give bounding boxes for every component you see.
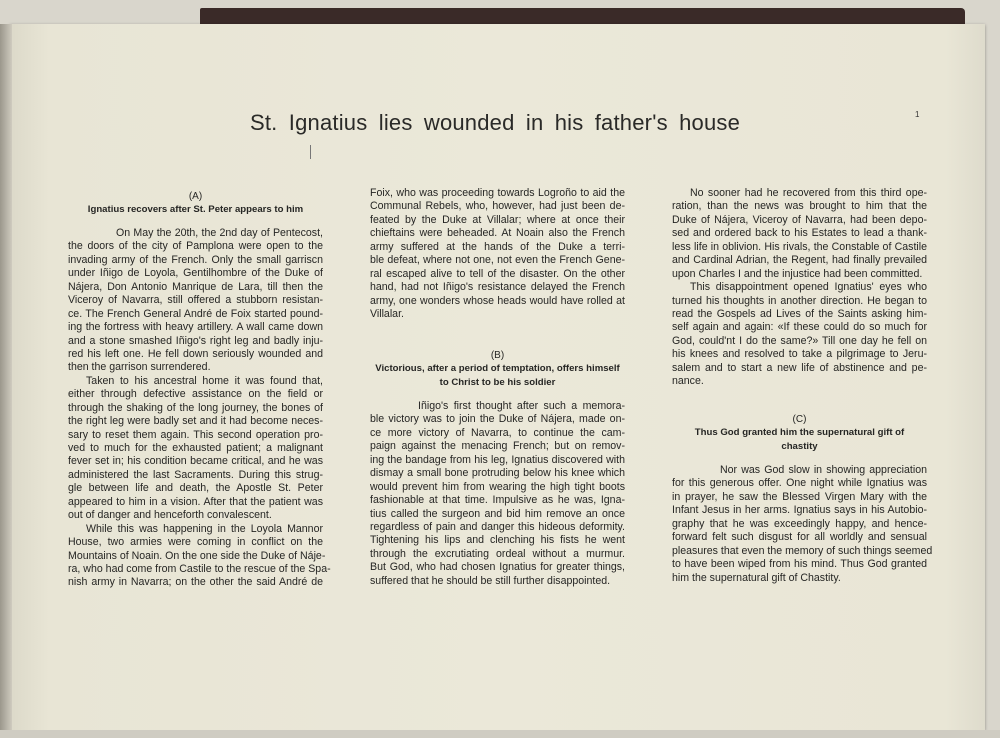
text-line: ved to much for the exhausted patient; a malignant xyxy=(68,442,323,454)
text-line: ce. The French General André de Foix started pound- xyxy=(68,307,323,320)
text-line: ble defeat, where not one, not even the French Gene- xyxy=(370,254,625,267)
text-line: him the supernatural gift of Chastity. xyxy=(672,571,841,584)
section-heading xyxy=(68,190,323,217)
text-line: turned his thoughts in another direction. He began to xyxy=(672,294,927,307)
text-line: pleasures that even the memory of such things seemed xyxy=(672,544,933,557)
text-line: and a stone smashed Iñigo's right leg and badly inju- xyxy=(68,334,323,347)
text-line: Iñigo's first thought after such a memora- xyxy=(418,400,625,412)
text-line: But God, who had chosen Ignatius for greater things, xyxy=(370,561,625,574)
section-title-line: Ignatius recovers after St. Peter appears to him xyxy=(87,204,304,215)
column-b-section xyxy=(370,349,625,588)
text-line: ra, who had come from Castile to the rescue of the Spa- xyxy=(68,562,331,575)
text-line: ce more victory of Navarra, to continue the cam- xyxy=(370,426,625,439)
text-line: for this generous offer. One night while Ignatius was xyxy=(672,477,927,490)
text-line: ble victory was to join the Duke of Nájera, made on- xyxy=(370,413,625,426)
text-line: sary to reset them again. This second operation pro- xyxy=(68,428,323,441)
text-line: to have been wiped from his mind. Thus God granted xyxy=(672,558,927,571)
text-line: fashionable at that time. Impulsive as he was, Igna- xyxy=(370,494,625,507)
text-line: paign against the menacing French; but on remov- xyxy=(370,440,625,453)
section-title-line: to Christ to be his soldier xyxy=(439,377,556,388)
section-heading xyxy=(370,349,625,390)
text-line: forward felt such disgust for all worldly and sensual xyxy=(672,531,927,544)
table-surface xyxy=(0,730,1000,738)
text-line: in prayer, he saw the Blessed Virgen Mary with the xyxy=(672,490,927,503)
paragraph xyxy=(672,187,927,281)
text-line: fever set in; his condition became critical, and he was xyxy=(68,455,323,468)
text-line: gle between life and death, the Apostle St. Peter xyxy=(68,482,323,495)
text-line: Communal Rebels, who, however, had just been de- xyxy=(370,200,625,213)
text-line: red his left one. He fell down seriously wounded and xyxy=(68,347,323,360)
text-line: nance. xyxy=(672,375,704,388)
paragraph xyxy=(68,375,323,523)
text-line: hand, had not Iñigo's resistance delayed the French xyxy=(370,281,625,294)
text-line: feated by the Duke at Villalar; where at once their xyxy=(370,213,625,226)
text-line: out of danger and henceforth convalescent. xyxy=(68,509,272,522)
text-line: less life in oblivion. His rivals, the Constable of Castile xyxy=(672,240,927,253)
text-line: House, two armies were coming in conflict on the xyxy=(68,536,323,549)
text-line: his knees and resolved to take a pilgrimage to Jeru- xyxy=(672,348,927,361)
text-line: the doors of the city of Pamplona were open to the xyxy=(68,240,323,253)
paragraph xyxy=(68,227,323,375)
section-label: (C) xyxy=(792,414,807,425)
text-line: Villalar. xyxy=(370,307,404,320)
paragraph xyxy=(370,187,625,321)
text-line: self again and again: «If these could do so much for xyxy=(672,321,927,334)
text-line: regardless of pain and danger this hideous deformity. xyxy=(370,520,625,533)
text-line: Duke of Nájera, Viceroy of Navarra, had been depo- xyxy=(672,213,927,226)
page-number: 1 xyxy=(915,110,920,119)
text-line: read the Gospels ad Lives of the Saints asking him- xyxy=(672,307,927,320)
text-line: and Cardinal Adrian, the Regent, had finally prevailed xyxy=(672,254,927,267)
column-c-section xyxy=(672,413,933,585)
text-line: No sooner had he recovered from this third ope- xyxy=(690,187,927,199)
text-line: administered the last Sacraments. During this strug- xyxy=(68,468,323,481)
print-mark xyxy=(310,145,311,159)
text-line: then the garrison surrendered. xyxy=(68,361,211,374)
text-line: through the excrutiating ordeal without a murmur. xyxy=(370,547,625,560)
text-line: chieftains were beheaded. At Noain also the French xyxy=(370,227,625,240)
text-line: tius called the surgeon and bid him remove an once xyxy=(370,507,625,520)
text-line: either through defective assistance on the field or xyxy=(68,388,323,401)
text-line: salem and to start a new life of abstinence and pe- xyxy=(672,361,927,374)
text-line: God, could'nt I do the same?» Till one day he fell on xyxy=(672,334,927,347)
text-line: ration, than the news was brought to him that the xyxy=(672,200,927,213)
text-line: Nor was God slow in showing appreciation xyxy=(720,464,927,476)
text-line: army suffered at the hands of the Duke a terri- xyxy=(370,240,625,253)
text-line: ral escaped alive to tell of the disaster. On the other xyxy=(370,267,625,280)
text-line: the right leg were badly set and it had become neces- xyxy=(68,415,323,428)
paragraph xyxy=(672,464,933,585)
paragraph xyxy=(370,400,625,588)
text-line: suffered that he should be still further disappointed. xyxy=(370,574,611,587)
text-line: nish army in Navarra; on the other the said André de xyxy=(68,576,323,589)
text-line: dismay a small bone protruding below his knee which xyxy=(370,467,625,480)
text-line: Nájera, Don Antonio Manrique de Lara, till then the xyxy=(68,280,323,293)
text-line: sed and ordered back to his Estates to lead a thank- xyxy=(672,227,927,240)
text-line: Foix, who was proceeding towards Logroño to aid the xyxy=(370,187,625,199)
column-b-top xyxy=(370,177,625,321)
section-label: (B) xyxy=(490,350,505,361)
section-title-line: chastity xyxy=(781,441,818,452)
text-line: appeared to him in a vision. After that the patient was xyxy=(68,495,323,508)
text-line: army, one wonders whose heads would have rolled at xyxy=(370,294,625,307)
text-line: On May the 20th, the 2nd day of Pentecost, xyxy=(116,227,323,239)
text-line: upon Charles I and the injustice had been committed. xyxy=(672,267,923,280)
text-line: This disappointment opened Ignatius' eyes who xyxy=(690,281,927,294)
text-line: While this was happening in the Loyola Mannor xyxy=(86,522,323,535)
text-line: through the shaking of the long journey, the bones of xyxy=(68,401,323,414)
text-line: under Iñigo de Loyola, Gentilhombre of the Duke of xyxy=(68,267,323,280)
text-line: graphy that he was exceedingly happy, and hence- xyxy=(672,517,927,530)
section-label: (A) xyxy=(188,191,203,202)
text-line: Viceroy of Navarra, still offered a stubborn resistan- xyxy=(68,294,323,307)
paragraph xyxy=(68,522,331,590)
text-line: Infant Jesus in her arms. Ignatius says in his Autobio- xyxy=(672,504,927,517)
text-line: ing the bandage from his leg, Ignatius discovered with xyxy=(370,453,625,466)
section-title-line: Victorious, after a period of temptation, offers himself xyxy=(375,363,620,374)
text-line: ing the fortress with heavy artillery. A wall came down xyxy=(68,321,323,334)
section-heading xyxy=(672,413,927,454)
column-c-top xyxy=(672,177,927,389)
text-line: Tightening his lips and clenching his fists he went xyxy=(370,534,625,547)
paragraph xyxy=(672,281,927,389)
text-line: invading army of the French. Only the small garriscn xyxy=(68,253,323,266)
text-line: would prevent him from wearing the high tight boots xyxy=(370,480,625,493)
page-title: St. Ignatius lies wounded in his father's house xyxy=(249,110,741,135)
column-a xyxy=(68,190,331,590)
text-line: Taken to his ancestral home it was found that, xyxy=(86,374,323,387)
text-line: Mountains of Noain. On the one side the Duke of Náje- xyxy=(68,549,326,562)
section-title-line: Thus God granted him the supernatural gift of xyxy=(694,427,905,438)
